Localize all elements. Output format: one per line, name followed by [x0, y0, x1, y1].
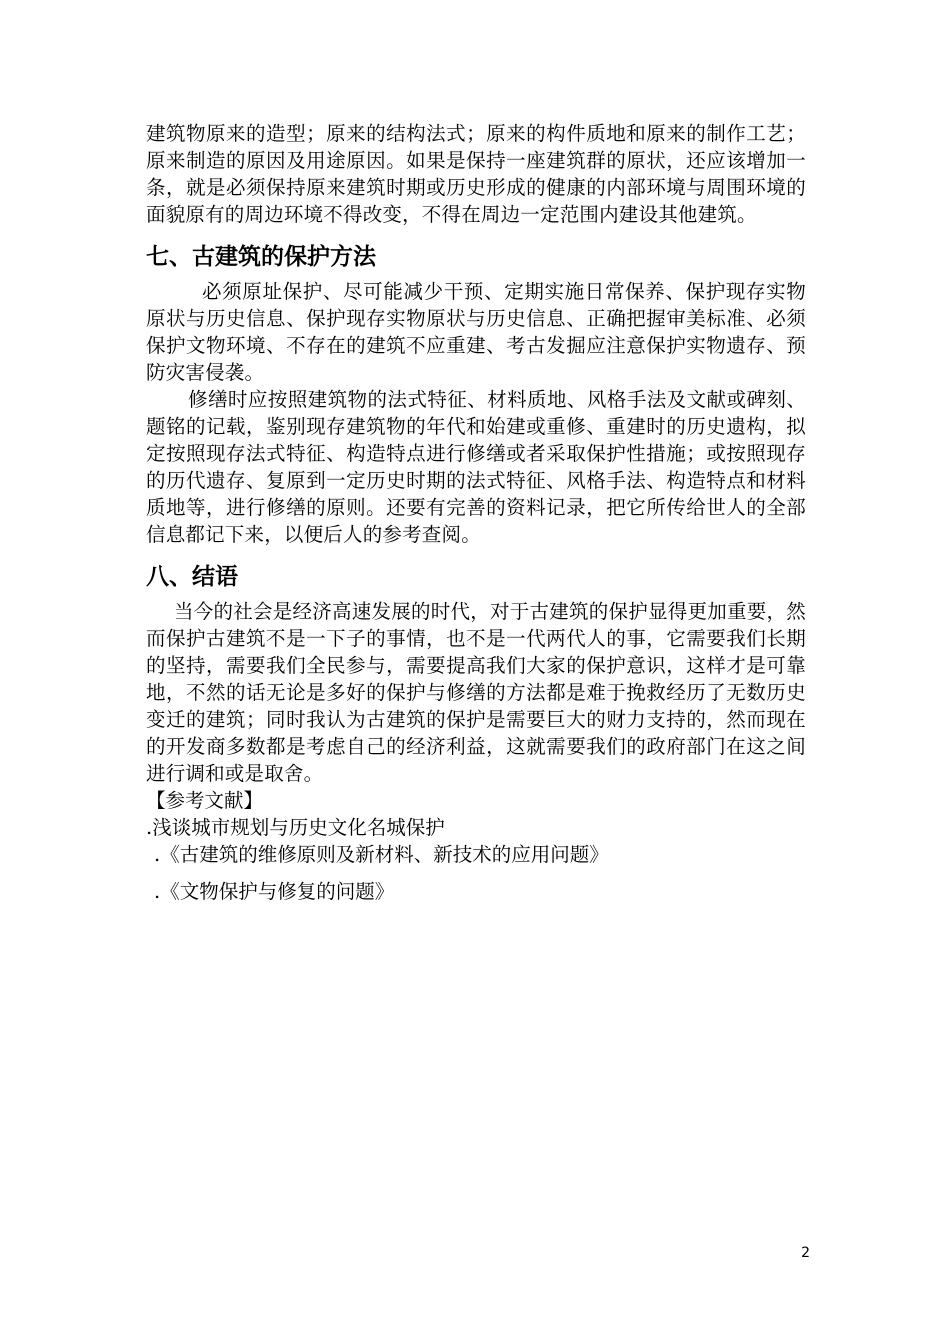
references-title: 【参考文献】: [146, 789, 264, 812]
references-block: [146, 787, 806, 905]
reference-item: .《古建筑的维修原则及新材料、新技术的应用问题》: [154, 843, 609, 866]
section-7-heading: 七、古建筑的保护方法: [146, 244, 376, 270]
section-7-paragraph-2: 修缮时应按照建筑物的法式特征、材料质地、风格手法及文献或碑刻、题铭的记载，鉴别现存建筑物的年代和始建或重修、重建时的历史遗构，拟定按照现存法式特征、构造特点进行修缮或者采取保护性措施；或按照现存的历代遗存、复原到一定历史时期的法式特征、风格手法、构造特点和材料质地等，进行修缮的原则。还要有完善的资料记录，把它所传给世人的全部信息都记下来，以便后人的参考查阅。: [146, 388, 806, 546]
section-7-paragraph-1: 必须原址保护、尽可能减少干预、定期实施日常保养、保护现存实物原状与历史信息、保护现存实物原状与历史信息、正确把握审美标准、必须保护文物环境、不存在的建筑不应重建、考古发掘应注意保护实物遗存、预防灾害侵袭。: [146, 280, 806, 384]
reference-item: .浅谈城市规划与历史文化名城保护: [146, 816, 445, 839]
intro-paragraph: 建筑物原来的造型；原来的结构法式；原来的构件质地和原来的制作工艺；原来制造的原因及用途原因。如果是保持一座建筑群的原状，还应该增加一条，就是必须保持原来建筑时期或历史形成的健康的内部环境与周围环境的面貌原有的周边环境不得改变，不得在周边一定范围内建设其他建筑。: [146, 122, 806, 226]
document-body: [146, 120, 806, 905]
page-number: 2: [801, 1245, 810, 1261]
reference-item: .《文物保护与修复的问题》: [154, 880, 395, 903]
section-8-heading: 八、结语: [146, 564, 238, 590]
section-8-paragraph-1: 当今的社会是经济高速发展的时代，对于古建筑的保护显得更加重要，然而保护古建筑不是一下子的事情，也不是一代两代人的事，它需要我们长期的坚持，需要我们全民参与，需要提高我们大家的保护意识，这样才是可靠地，不然的话无论是多好的保护与修缮的方法都是难于挽救经历了无数历史变迁的建筑；同时我认为古建筑的保护是需要巨大的财力支持的，然而现在的开发商多数都是考虑自己的经济利益，这就需要我们的政府部门在这之间进行调和或是取舍。: [146, 600, 806, 785]
